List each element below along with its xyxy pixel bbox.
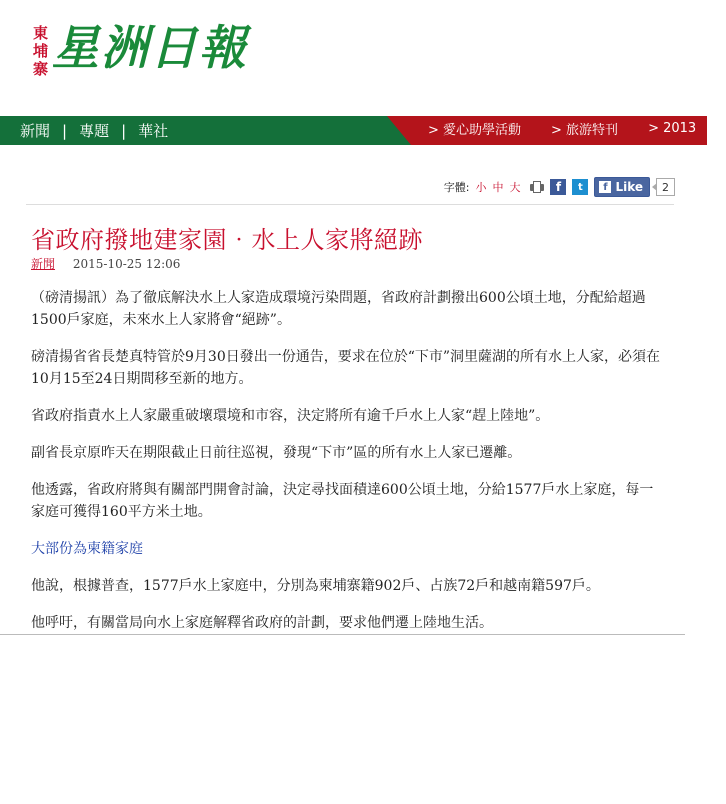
article-category-link[interactable]: 新聞	[31, 257, 56, 271]
article-toolbar	[444, 176, 675, 198]
font-size-label: 字體:	[443, 181, 470, 194]
like-count-badge: 2	[656, 178, 675, 196]
nav-item-features[interactable]: 專題	[79, 122, 110, 140]
font-size-large[interactable]: 大	[509, 181, 521, 194]
facebook-icon: f	[599, 181, 611, 193]
logo-name: 星洲日報	[52, 21, 249, 76]
article-paragraph: 磅清揚省省長楚真特管於9月30日發出一份通告，要求在位於“下市”洞里薩湖的所有水上人家，必須在10月15至24日期間移至新的地方。	[31, 349, 661, 387]
twitter-share-icon[interactable]: t	[572, 179, 588, 195]
nav-link-2013[interactable]: > 2013	[648, 120, 697, 136]
facebook-share-icon[interactable]: f	[550, 179, 566, 195]
article-paragraph: 他說，根據普查，1577戶水上家庭中，分別為柬埔寨籍902戶、占族72戶和越南籍597戶。	[31, 578, 600, 594]
like-label: Like	[615, 180, 643, 194]
article-paragraph: 他透露，省政府將與有關部門開會討論，決定尋找面積達600公頃土地，分給1577戶水上家庭，每一家庭可獲得160平方米土地。	[31, 482, 654, 520]
article-title: 省政府撥地建家園‧水上人家將絕跡	[31, 226, 423, 254]
main-nav	[0, 116, 697, 145]
article-paragraph: 他呼吁，有關當局向水上家庭解釋省政府的計劃，要求他們遷上陸地生活。	[31, 615, 493, 631]
article-paragraph: （磅清揚訊）為了徹底解決水上人家造成環境污染問題，省政府計劃撥出600公頃土地，分配給超過1500戶家庭，未來水上人家將會“絕跡”。	[31, 290, 646, 328]
nav-link-travel[interactable]: > 旅游特刊	[551, 122, 619, 138]
site-logo[interactable]	[33, 22, 248, 84]
article-paragraph: 省政府指責水上人家嚴重破壞環境和市容，決定將所有逾千戶水上人家“趕上陸地”。	[31, 408, 550, 424]
logo-region-text: 東 埔 寨	[33, 24, 49, 78]
facebook-like-button[interactable]	[594, 177, 650, 197]
article-body	[31, 287, 661, 649]
nav-separator: |	[121, 121, 127, 140]
article-date: 2015-10-25 12:06	[72, 257, 181, 271]
article-meta	[31, 255, 180, 272]
nav-item-news[interactable]: 新聞	[20, 122, 51, 140]
content-bottom-divider	[0, 634, 685, 635]
nav-link-charity[interactable]: > 愛心助學活動	[428, 122, 522, 138]
nav-promo-links	[428, 116, 726, 140]
toolbar-divider	[26, 204, 674, 205]
nav-separator: |	[62, 121, 68, 140]
nav-left-menu	[0, 116, 168, 145]
nav-item-community[interactable]: 華社	[138, 122, 169, 140]
print-icon[interactable]	[530, 181, 544, 193]
article-paragraph: 副省長京原昨天在期限截止日前往巡視，發現“下市”區的所有水上人家已遷離。	[31, 445, 522, 461]
font-size-small[interactable]: 小	[475, 181, 487, 194]
font-size-medium[interactable]: 中	[492, 181, 504, 194]
article-subheading: 大部份為柬籍家庭	[31, 541, 143, 557]
